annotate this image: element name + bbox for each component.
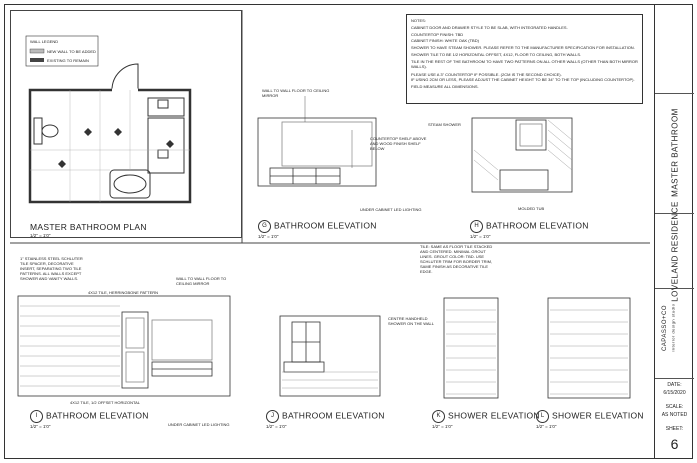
caption-scale: 1/2" = 1'0" xyxy=(258,234,279,239)
callout-i-led: UNDER CABINET LED LIGHTING xyxy=(168,422,230,427)
caption-scale: 1/2" = 1'0" xyxy=(30,233,51,238)
elevation-marker: L xyxy=(536,410,549,423)
general-notes xyxy=(406,14,643,104)
caption-title: SHOWER ELEVATION xyxy=(552,410,644,421)
firm-subtitle: interior design studio xyxy=(670,303,676,352)
client-name: LOVELAND RESIDENCE xyxy=(670,201,680,302)
callout-g-mirror: WALL TO WALL FLOOR TO CEILING MIRROR xyxy=(262,88,330,98)
caption-scale: 1/2" = 1'0" xyxy=(432,424,453,429)
caption-scale: 1/2" = 1'0" xyxy=(536,424,557,429)
elevation-marker: K xyxy=(432,410,445,423)
legend-item-existing: EXISTING TO REMAIN xyxy=(47,58,89,63)
callout-k-tile: TILE: SAME AS FLOOR TILE STACKED AND CENTERED. MINIMAL GROUT LINES. GROUT COLOR: TBD. USE SCHLUTER TRIM FOR BORDER TRIM, SAME FINISH AS DECORATIVE TILE EDGE. xyxy=(420,244,493,274)
elevation-marker: I xyxy=(30,410,43,423)
tb-logo-cell xyxy=(655,4,694,94)
tb-firm-cell xyxy=(655,289,694,379)
note-line: COUNTERTOP FINISH: TBD xyxy=(411,32,464,38)
caption-scale: 1/2" = 1'0" xyxy=(30,424,51,429)
note-line: SHOWER TILE TO BE 1/2 HORIZONTAL OFFSET, 4X12, FLOOR TO CEILING, BOTH WALLS. xyxy=(411,52,582,58)
callout-h-steam: STEAM SHOWER xyxy=(428,122,461,127)
caption-title: MASTER BATHROOM PLAN xyxy=(30,222,147,232)
elevation-marker: G xyxy=(258,220,271,233)
caption-plan xyxy=(30,222,147,238)
caption-scale: 1/2" = 1'0" xyxy=(470,234,491,239)
note-line: CABINET FINISH: WHITE OAK (TBD) xyxy=(411,37,479,43)
caption-scale: 1/2" = 1'0" xyxy=(266,424,287,429)
caption-title: BATHROOM ELEVATION xyxy=(486,220,589,231)
callout-i-herring: 4X12 TILE, HERRINGBONE PATTERN xyxy=(88,290,159,295)
caption-i xyxy=(30,410,149,429)
caption-g xyxy=(258,220,377,239)
caption-title: BATHROOM ELEVATION xyxy=(282,410,385,421)
scale-label: SCALE: xyxy=(665,404,684,410)
legend-item-new: NEW WALL TO BE ADDED xyxy=(47,49,96,54)
sheet-label: SHEET: xyxy=(665,426,684,432)
caption-h xyxy=(470,220,589,239)
elevation-marker: H xyxy=(470,220,483,233)
callout-i-steel: 1" STAINLESS STEEL SCHLUTER TILE SPACER, DECORATIVE INSERT, SEPARATING TWO TILE PATTERNS. ALL WALLS EXCEPT SHOWER AND VANITY WALLS. xyxy=(20,256,83,281)
sheet-number: 6 xyxy=(670,436,679,452)
date-value: 6/15/2020 xyxy=(663,390,686,396)
notes-heading: NOTES: xyxy=(411,18,426,23)
caption-title: BATHROOM ELEVATION xyxy=(274,220,377,231)
caption-title: SHOWER ELEVATION xyxy=(448,410,540,421)
caption-j xyxy=(266,410,385,429)
note-line: CABINET DOOR AND DRAWER STYLE TO BE SLAB, WITH INTEGRATED HANDLES. xyxy=(411,25,568,31)
note-line: FIELD MEASURE ALL DIMENSIONS. xyxy=(411,84,479,90)
note-line: IF USING 2CM OR LESS, PLEASE ADJUST THE CABINET HEIGHT TO BE 34" TO THE TOP (INCLUDING COUNTERTOP). xyxy=(411,76,635,82)
note-line: PLEASE USE A 3" COUNTERTOP IF POSSIBLE. (2CM IS THE SECOND CHOICE). xyxy=(411,71,562,77)
project-name: MASTER BATHROOM xyxy=(670,108,680,197)
caption-l xyxy=(536,410,644,429)
note-line: SHOWER TO HAVE STEAM SHOWER. PLEASE REFER TO THE MANUFACTURER SPECIFICATION FOR INSTALLATION. xyxy=(411,44,635,50)
firm-name: CAPASSO+CO xyxy=(662,304,668,352)
note-line: TILE IN THE REST OF THE BATHROOM TO HAVE TWO PATTERNS ON ALL OTHER WALLS (OTHER THAN BOTH MIRROR WALLS). xyxy=(411,59,638,70)
callout-i-mirror: WALL TO WALL FLOOR TO CEILING MIRROR xyxy=(176,276,227,286)
title-block xyxy=(654,4,693,459)
caption-title: BATHROOM ELEVATION xyxy=(46,410,149,421)
scale-value: AS NOTED xyxy=(661,412,688,418)
caption-k xyxy=(432,410,540,429)
callout-i-tile: 4X12 TILE, 1/2 OFFSET HORIZONTAL xyxy=(70,400,141,405)
callout-k-shower: CENTRE HANDHELD SHOWER ON THE WALL xyxy=(388,316,435,326)
legend-title: WALL LEGEND xyxy=(30,39,59,44)
date-label: DATE: xyxy=(667,382,682,388)
callout-g-shelf: COUNTERTOP SHELF ABOVE AND WOOD FINISH SHELF BELOW xyxy=(370,136,427,151)
callout-h-tub: MOLDED TUB xyxy=(518,206,545,211)
elevation-marker: J xyxy=(266,410,279,423)
callout-g-led: UNDER CABINET LED LIGHTING xyxy=(360,207,422,212)
